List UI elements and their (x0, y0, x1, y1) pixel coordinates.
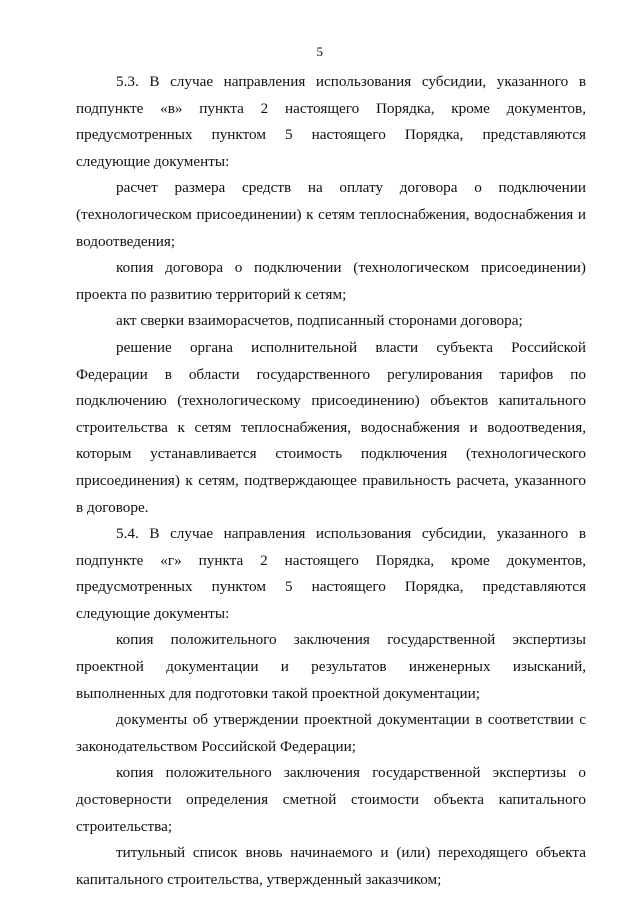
paragraph-approval-documents: документы об утверждении проектной документации в соответствии с законодательством Российской Федерации; (76, 711, 586, 755)
paragraph-title-list: титульный список вновь начинаемого и (или) переходящего объекта капитального строительства, утвержденный заказчиком; (76, 844, 586, 888)
paragraph-tariff-decision: решение органа исполнительной власти субъекта Российской Федерации в области государственного регулирования тарифов по подключению (технологическому присоединению) объектов капитального строительства к сетям теплоснабжения, водоснабжения и водоотведения, которым устанавливается стоимость подключения (технологического присоединения) к сетям, подтверждающее правильность расчета, указанного в договоре. (76, 338, 586, 516)
paragraph-cost-expertise-copy: копия положительного заключения государственной экспертизы о достоверности определения сметной стоимости объекта капитального строительства; (76, 764, 586, 835)
page-number: 5 (316, 44, 324, 59)
paragraph-expertise-copy: копия положительного заключения государственной экспертизы проектной документации и результатов инженерных изысканий, выполненных для подготовки такой проектной документации; (76, 631, 586, 702)
paragraph-5-4: 5.4. В случае направления использования субсидии, указанного в подпункте «г» пункта 2 настоящего Порядка, кроме документов, предусмотренных пунктом 5 настоящего Порядка, представляются следующие документы: (76, 525, 586, 622)
document-body (76, 69, 586, 893)
paragraph-calculation: расчет размера средств на оплату договора о подключении (технологическом присоединении) к сетям теплоснабжения, водоснабжения и водоотведения; (76, 179, 586, 250)
paragraph-reconciliation-act: акт сверки взаиморасчетов, подписанный сторонами договора; (116, 312, 523, 330)
paragraph-contract-copy: копия договора о подключении (технологическом присоединении) проекта по развитию территорий к сетям; (76, 259, 586, 303)
paragraph-5-3: 5.3. В случае направления использования субсидии, указанного в подпункте «в» пункта 2 настоящего Порядка, кроме документов, предусмотренных пунктом 5 настоящего Порядка, представляются следующие документы: (76, 73, 586, 170)
